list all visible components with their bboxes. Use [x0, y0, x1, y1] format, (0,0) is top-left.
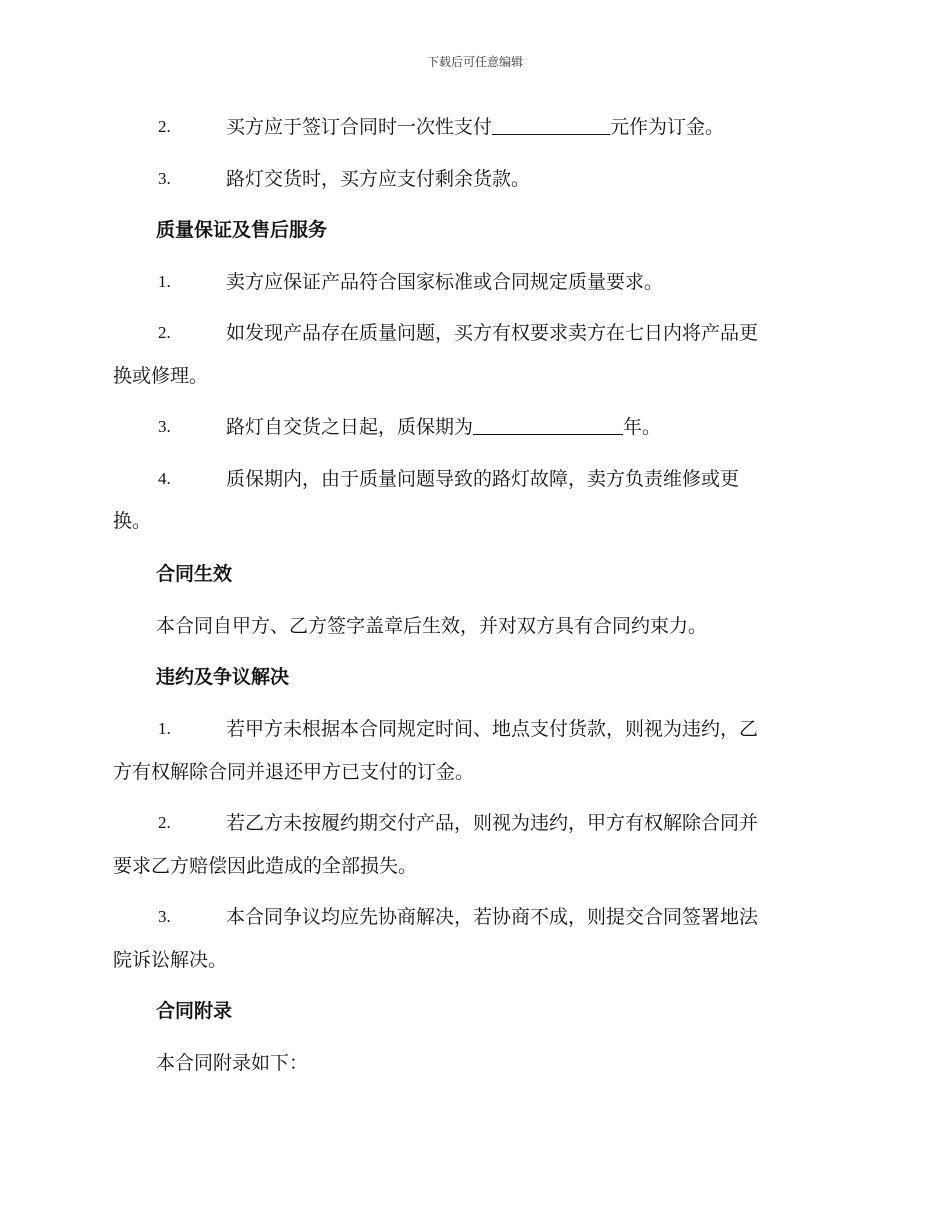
breach-item-2-continued: [113, 845, 838, 887]
breach-item-2: [113, 802, 838, 844]
page-header: 下载后可任意编辑: [426, 55, 523, 69]
breach-item-3-continued: [113, 939, 838, 981]
section-heading-quality: 质量保证及售后服务: [156, 219, 328, 241]
item-text-line1: 质保期内，由于质量问题导致的路灯故障，卖方负责维修或更: [226, 468, 740, 490]
item-text-line2: 换。: [113, 510, 152, 532]
warranty-years-blank: [473, 412, 623, 435]
item-text-line2: 换或修理。: [113, 365, 209, 387]
quality-item-3: [113, 406, 838, 448]
section-heading-breach: 违约及争议解决: [156, 666, 290, 688]
payment-item-3: [113, 158, 838, 200]
payment-item-2: [113, 106, 838, 148]
effect-paragraph: [156, 605, 881, 647]
paragraph-text: 本合同附录如下：: [156, 1052, 309, 1074]
section-heading-effect: 合同生效: [156, 563, 233, 585]
item-text: [226, 106, 724, 148]
item-number: 1.: [158, 272, 171, 291]
item-number: 2.: [158, 813, 171, 832]
quality-item-2-continued: [113, 355, 838, 397]
item-text-line1: 本合同争议均应先协商解决，若协商不成，则提交合同签署地法: [226, 906, 759, 928]
item-text-line2: 方有权解除合同并退还甲方已支付的订金。: [113, 761, 475, 783]
breach-item-1: [113, 708, 838, 750]
item-text-line1: 若甲方未根据本合同规定时间、地点支付货款，则视为违约，乙: [226, 718, 759, 740]
item-text-line1: 如发现产品存在质量问题，买方有权要求卖方在七日内将产品更: [226, 322, 759, 344]
item-text-before: 买方应于签订合同时一次性支付: [226, 116, 493, 138]
item-number: 2.: [158, 323, 171, 342]
item-text: 路灯交货时，买方应支付剩余货款。: [226, 168, 531, 190]
item-text: 卖方应保证产品符合国家标准或合同规定质量要求。: [226, 271, 664, 293]
item-number: 1.: [158, 719, 171, 738]
item-number: 4.: [158, 469, 171, 488]
item-text-after: 元作为订金。: [610, 116, 725, 138]
quality-item-2: [113, 312, 838, 354]
quality-item-1: [113, 261, 838, 303]
quality-item-4: [113, 458, 838, 500]
item-text-line1: 若乙方未按履约期交付产品，则视为违约，甲方有权解除合同并: [226, 812, 759, 834]
item-number: 3.: [158, 169, 171, 188]
appendix-paragraph: [156, 1042, 881, 1084]
item-number: 3.: [158, 907, 171, 926]
item-text-line2: 要求乙方赔偿因此造成的全部损失。: [113, 855, 418, 877]
paragraph-text: 本合同自甲方、乙方签字盖章后生效，并对双方具有合同约束力。: [156, 615, 708, 637]
breach-item-1-continued: [113, 751, 838, 793]
item-text: [226, 406, 661, 448]
section-heading-appendix: 合同附录: [156, 1000, 233, 1022]
breach-item-3: [113, 896, 838, 938]
item-text-line2: 院诉讼解决。: [113, 949, 228, 971]
item-number: 2.: [158, 117, 171, 136]
item-number: 3.: [158, 417, 171, 436]
quality-item-4-continued: [113, 500, 838, 542]
deposit-amount-blank: [492, 112, 610, 135]
item-text-after: 年。: [623, 416, 662, 438]
item-text-before: 路灯自交货之日起，质保期为: [226, 416, 474, 438]
